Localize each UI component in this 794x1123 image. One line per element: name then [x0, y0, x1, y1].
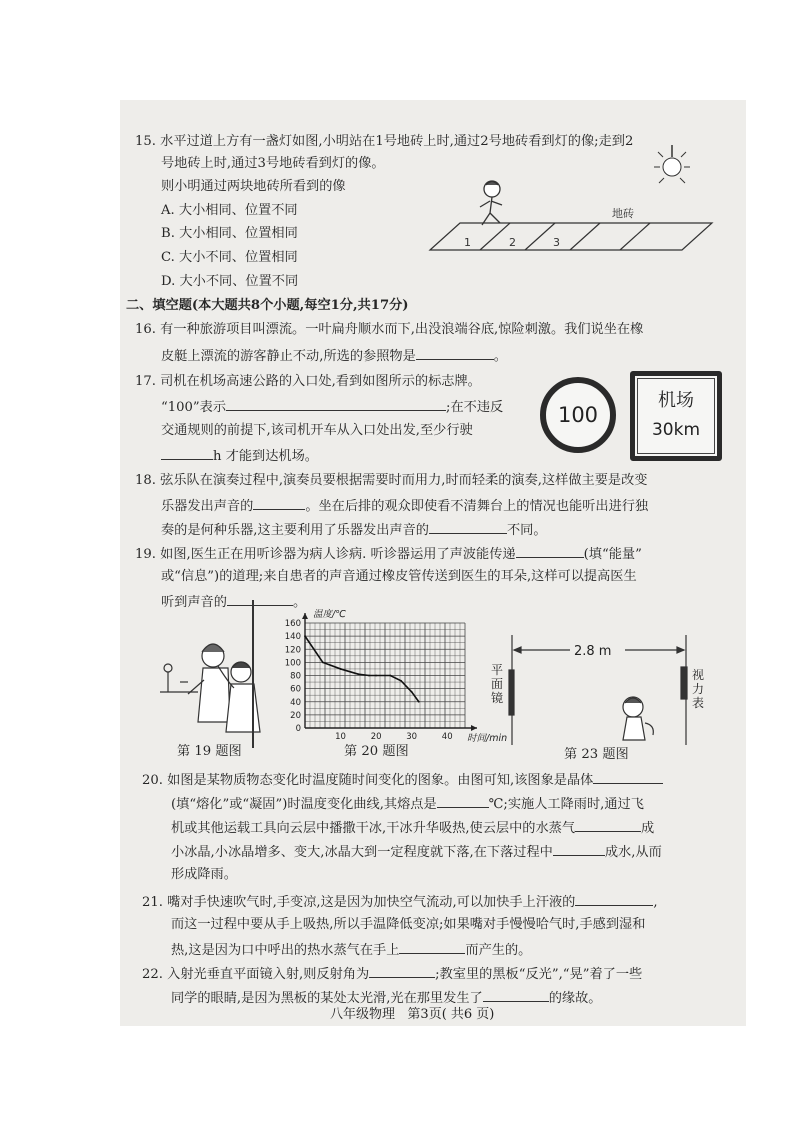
- q15-figure: [420, 145, 720, 255]
- q20-blank-2[interactable]: [437, 793, 489, 808]
- y-tick-label: 80: [290, 671, 301, 682]
- data-point: [357, 673, 359, 675]
- y-tick-label: 140: [284, 632, 301, 643]
- section-2-title: 二、填空题(本大题共8个小题,每空1分,共17分): [126, 298, 409, 313]
- q21-blank-2[interactable]: [399, 939, 465, 954]
- y-axis-arrow: [302, 613, 308, 619]
- q16-answer-blank[interactable]: [416, 345, 494, 360]
- sign-place: 机场: [658, 390, 694, 411]
- y-tick-label: 20: [290, 710, 301, 721]
- data-point: [368, 675, 370, 677]
- eye-test-figure: [485, 635, 720, 750]
- y-tick-label: 100: [284, 658, 301, 669]
- q19-blank-1[interactable]: [516, 543, 584, 558]
- fig23-mirror-label: 平面镜: [491, 663, 504, 705]
- q22-blank-2[interactable]: [483, 987, 549, 1002]
- q20-blank-3[interactable]: [575, 817, 641, 832]
- q17-line4: h 才能到达机场。: [161, 445, 318, 467]
- q20-line3: 机或其他运载工具向云层中播撒干冰,干冰升华吸热,使云层中的水蒸气 成: [171, 817, 654, 839]
- exam-page: [120, 100, 746, 1026]
- footer: [330, 1003, 494, 1022]
- y-tick-label: 0: [295, 724, 301, 734]
- x-axis-arrow: [471, 725, 477, 731]
- distance-sign: [630, 371, 722, 461]
- q15-line1: 15. 水平过道上方有一盏灯如图,小明站在1号地砖上时,通过2号地砖看到灯的像;走到2: [135, 134, 634, 149]
- q22-line2: 同学的眼睛,是因为黑板的某处太光滑,光在那里发生了 的缘故。: [171, 987, 601, 1009]
- q15-option-b: B. 大小相同、位置相同: [161, 226, 298, 241]
- q17-line3: 交通规则的前提下,该司机开车从入口处出发,至少行驶: [161, 423, 473, 438]
- data-point: [340, 668, 342, 670]
- q21-line2: 而这一过程中要从手上吸热,所以手温降低变凉;如果嘴对手慢慢哈气时,手感到湿和: [171, 917, 646, 932]
- floor-tiles: [430, 223, 712, 250]
- footer-subject: 八年级物理: [330, 1007, 396, 1022]
- q21-line1: 21. 嘴对手快速吹气时,手变凉,这是因为加快空气流动,可以加快手上汗液的 ,: [142, 891, 658, 913]
- q20-line1: 20. 如图是某物质物态变化时温度随时间变化的图象。由图可知,该图象是晶体: [142, 769, 663, 791]
- fig19-caption: 第 19 题图: [177, 744, 242, 759]
- q18-line1: 18. 弦乐队在演奏过程中,演奏员要根据需要时而用力,时而轻柔的演奏,这样做主要是改变: [135, 473, 648, 488]
- data-point: [400, 680, 402, 682]
- q17-line2: “100”表示 ;在不违反: [161, 396, 503, 418]
- q19-line1: 19. 如图,医生正在用听诊器为病人诊病. 听诊器运用了声波能传递 (填“能量”: [135, 543, 642, 565]
- y-tick-label: 120: [284, 645, 301, 656]
- chart-frame: [252, 600, 264, 748]
- q17-blank-2[interactable]: [161, 445, 213, 460]
- data-point: [411, 691, 413, 693]
- y-tick-label: 160: [284, 619, 301, 629]
- tile-1-label: 1: [464, 236, 471, 249]
- lamp-icon: [654, 145, 690, 183]
- sign-distance: 30km: [651, 420, 701, 440]
- q15-option-a: A. 大小相同、位置不同: [161, 203, 298, 218]
- q16-line2: 皮艇上漂流的游客静止不动,所选的参照物是 。: [161, 345, 507, 367]
- q15-line2: 号地砖上时,通过3号地砖看到灯的像。: [161, 156, 385, 171]
- q17-blank-1[interactable]: [226, 396, 446, 411]
- q15-option-d: D. 大小不同、位置不同: [161, 274, 299, 289]
- y-tick-label: 40: [290, 697, 301, 708]
- x-tick-label: 20: [370, 732, 382, 742]
- q22-blank-1[interactable]: [369, 963, 435, 978]
- x-axis-label: 时间/min: [467, 733, 508, 744]
- tile-2-label: 2: [509, 236, 516, 249]
- q21-line3: 热,这是因为口中呼出的热水蒸气在手上 而产生的。: [171, 939, 531, 961]
- q18-blank-2[interactable]: [429, 519, 507, 534]
- y-axis-label: 温度/℃: [313, 609, 346, 620]
- q15-option-c: C. 大小不同、位置相同: [161, 250, 298, 265]
- q18-blank-1[interactable]: [253, 495, 305, 510]
- q16-line1: 16. 有一种旅游项目叫漂流。一叶扁舟顺水而下,出没浪端谷底,惊险刺激。我们说坐在橡: [135, 322, 644, 337]
- q20-line2: (填“熔化”或“凝固”)时温度变化曲线,其熔点是 ℃;实施人工降雨时,通过飞: [171, 793, 644, 815]
- q19-line2: 或“信息”)的道理;来自患者的声音通过橡皮管传送到医生的耳朵,这样可以提高医生: [161, 569, 637, 584]
- tile-3-label: 3: [553, 236, 560, 249]
- q20-blank-4[interactable]: [553, 841, 605, 856]
- q20-blank-1[interactable]: [593, 769, 663, 784]
- footer-page: 第3页( 共6 页): [407, 1007, 495, 1022]
- data-point: [389, 675, 391, 677]
- q18-line2: 乐器发出声音的 。坐在后排的观众即使看不清舞台上的情况也能听出进行独: [161, 495, 648, 517]
- fig20-caption: 第 20 题图: [344, 744, 409, 759]
- x-tick-label: 30: [406, 732, 418, 742]
- q21-blank-1[interactable]: [575, 891, 653, 906]
- q20-line5: 形成降雨。: [171, 867, 237, 882]
- speed-limit-sign: 100: [540, 377, 616, 453]
- q17-line1: 17. 司机在机场高速公路的入口处,看到如图所示的标志牌。: [135, 374, 481, 389]
- fig23-caption: 第 23 题图: [564, 747, 629, 762]
- data-point: [304, 635, 306, 637]
- data-point: [322, 661, 324, 663]
- q19-line3: 听到声音的 。: [161, 591, 306, 613]
- x-tick-label: 10: [335, 732, 346, 742]
- x-tick-label: 40: [441, 732, 453, 742]
- q15-line3: 则小明通过两块地砖所看到的像: [161, 179, 346, 194]
- boy-icon: [480, 181, 502, 225]
- floor-label: 地砖: [612, 207, 634, 220]
- data-point: [418, 701, 420, 703]
- q22-line1: 22. 入射光垂直平面镜入射,则反射角为 ;教室里的黑板“反光”,“晃”着了一些: [142, 963, 642, 985]
- y-tick-label: 60: [290, 684, 301, 695]
- data-point: [375, 675, 377, 677]
- fig23-chart-label: 视力表: [692, 668, 705, 710]
- fig23-distance: 2.8 m: [574, 644, 612, 659]
- q20-line4: 小冰晶,小冰晶增多、变大,冰晶大到一定程度就下落,在下落过程中 成水,从而: [171, 841, 662, 863]
- q18-line3: 奏的是何种乐器,这主要利用了乐器发出声音的 不同。: [161, 519, 547, 541]
